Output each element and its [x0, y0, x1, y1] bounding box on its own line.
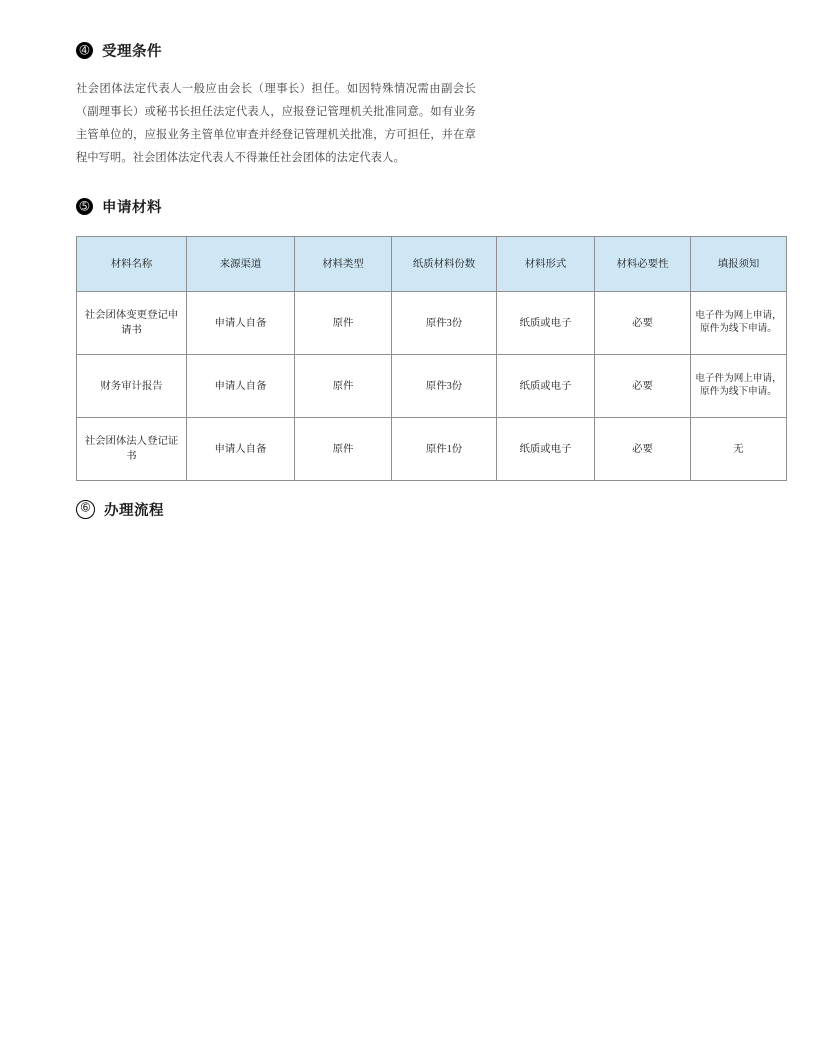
cell-filing-notice: 电子件为网上申请，原件为线下申请。: [691, 355, 787, 418]
cell-paper-copies: 原件3份: [392, 292, 497, 355]
section-number-icon: ➅: [76, 500, 95, 519]
table-row: [77, 292, 787, 355]
cell-material-name: 社会团体变更登记申请书: [77, 292, 187, 355]
table-body: [77, 292, 787, 481]
cell-source-channel: 申请人自备: [187, 355, 295, 418]
column-header-filing-notice: 填报须知: [691, 237, 787, 292]
cell-necessity: 必要: [595, 355, 691, 418]
section-title: 受理条件: [102, 44, 162, 60]
column-header-material-name: 材料名称: [77, 237, 187, 292]
column-header-source-channel: 来源渠道: [187, 237, 295, 292]
section-number-icon: ➃: [76, 42, 93, 59]
column-header-material-type: 材料类型: [295, 237, 392, 292]
cell-filing-notice: 无: [691, 418, 787, 481]
section-heading-application-materials: [76, 196, 740, 217]
section-title: 办理流程: [104, 503, 164, 520]
cell-material-name: 社会团体法人登记证书: [77, 418, 187, 481]
section-heading-processing-flow: [76, 499, 740, 520]
cell-material-type: 原件: [295, 355, 392, 418]
cell-filing-notice: 电子件为网上申请，原件为线下申请。: [691, 292, 787, 355]
cell-material-form: 纸质或电子: [497, 355, 595, 418]
cell-material-form: 纸质或电子: [497, 292, 595, 355]
cell-paper-copies: 原件3份: [392, 355, 497, 418]
column-header-material-form: 材料形式: [497, 237, 595, 292]
section-number-icon: ➄: [76, 198, 93, 215]
materials-table-wrapper: [76, 236, 782, 481]
cell-paper-copies: 原件1份: [392, 418, 497, 481]
acceptance-conditions-paragraph: 社会团体法定代表人一般应由会长（理事长）担任。如因特殊情况需由副会长（副理事长）或秘书长担任法定代表人，应报登记管理机关批准同意。如有业务主管单位的，应报业务主管单位审查并经登记管理机关批准，方可担任，并在章程中写明。社会团体法定代表人不得兼任社会团体的法定代表人。: [76, 83, 476, 165]
column-header-paper-copies: 纸质材料份数: [392, 237, 497, 292]
materials-table: [76, 236, 787, 481]
cell-material-name: 财务审计报告: [77, 355, 187, 418]
cell-necessity: 必要: [595, 418, 691, 481]
cell-source-channel: 申请人自备: [187, 418, 295, 481]
table-row: [77, 355, 787, 418]
table-header: [77, 237, 787, 292]
cell-necessity: 必要: [595, 292, 691, 355]
page-content: [76, 40, 782, 520]
cell-material-type: 原件: [295, 292, 392, 355]
section-title: 申请材料: [102, 200, 162, 217]
table-row: [77, 418, 787, 481]
cell-source-channel: 申请人自备: [187, 292, 295, 355]
table-header-row: [77, 237, 787, 292]
column-header-necessity: 材料必要性: [595, 237, 691, 292]
cell-material-type: 原件: [295, 418, 392, 481]
section-heading-acceptance-conditions: [76, 40, 740, 61]
cell-material-form: 纸质或电子: [497, 418, 595, 481]
